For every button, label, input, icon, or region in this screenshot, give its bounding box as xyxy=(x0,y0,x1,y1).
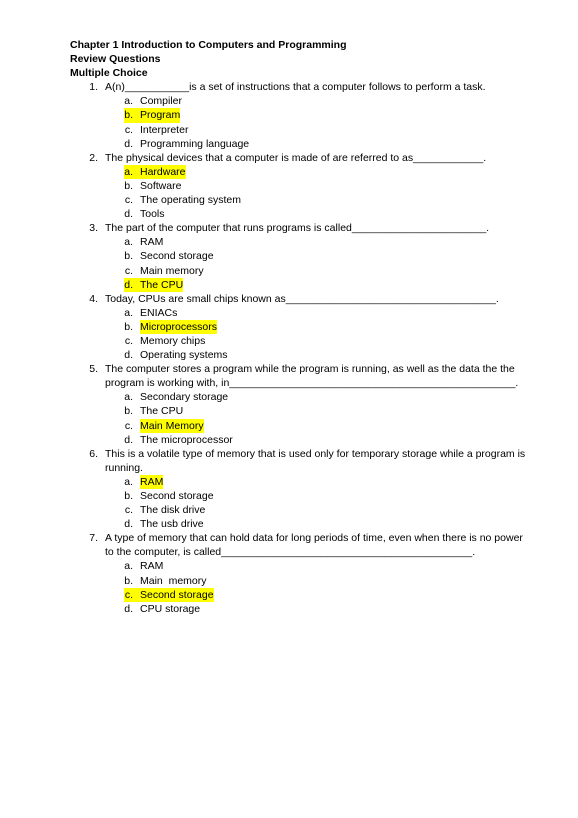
option-letter: c. xyxy=(124,194,133,207)
answer-option-correct xyxy=(70,108,530,122)
option-text: Programming language xyxy=(140,137,250,150)
option-text: Compiler xyxy=(140,95,183,108)
option-text: Second storage xyxy=(140,250,214,263)
option-letter: d. xyxy=(124,602,133,615)
option-letter: d. xyxy=(124,349,133,362)
option-letter: c. xyxy=(124,264,133,277)
option-letter: a. xyxy=(124,560,133,573)
question xyxy=(70,531,530,559)
option-letter: a. xyxy=(124,306,133,319)
section-heading: Review Questions xyxy=(70,53,161,66)
option-letter: b. xyxy=(124,179,133,192)
option-letter: b. xyxy=(124,405,133,418)
question-number: 3. xyxy=(89,222,98,235)
option-text: Main memory xyxy=(140,264,204,277)
option-letter: a. xyxy=(124,475,133,488)
answer-option xyxy=(70,517,530,531)
option-letter: d. xyxy=(124,278,133,291)
answer-option xyxy=(70,306,530,320)
question-number: 2. xyxy=(89,151,98,164)
option-text: The CPU xyxy=(140,405,184,418)
question xyxy=(70,151,530,165)
question-text: The physical devices that a computer is made of are referred to as____________. xyxy=(105,151,487,164)
answer-option xyxy=(70,503,530,517)
option-letter: a. xyxy=(124,236,133,249)
option-text-highlighted: RAM xyxy=(140,475,164,488)
option-letter: a. xyxy=(124,165,133,178)
option-text-highlighted: Main Memory xyxy=(140,419,204,432)
option-text: ENIACs xyxy=(140,306,178,319)
option-letter: b. xyxy=(124,109,133,122)
question-number: 4. xyxy=(89,292,98,305)
option-text: The microprocessor xyxy=(140,433,233,446)
option-text: Memory chips xyxy=(140,334,206,347)
option-text: RAM xyxy=(140,560,164,573)
question xyxy=(70,447,530,475)
option-text: The usb drive xyxy=(140,518,204,531)
answer-option xyxy=(70,334,530,348)
answer-option xyxy=(70,94,530,108)
question-number: 5. xyxy=(89,363,98,376)
answer-option xyxy=(70,574,530,588)
answer-option-correct xyxy=(70,588,530,602)
option-text: Second storage xyxy=(140,490,214,502)
option-letter: a. xyxy=(124,95,133,108)
subsection-heading: Multiple Choice xyxy=(70,67,148,80)
question xyxy=(70,292,530,306)
option-text-highlighted: Hardware xyxy=(133,165,186,179)
answer-option xyxy=(70,404,530,418)
answer-option xyxy=(70,489,530,503)
answer-option xyxy=(70,559,530,573)
question-text: The part of the computer that runs programs is called_______________________. xyxy=(105,222,490,235)
option-text: Tools xyxy=(140,208,165,221)
option-letter: d. xyxy=(124,137,133,150)
question-number: 6. xyxy=(89,447,98,460)
option-letter: c. xyxy=(124,123,133,136)
answer-option xyxy=(70,137,530,151)
option-letter: d. xyxy=(124,208,133,221)
answer-option xyxy=(70,602,530,616)
question-text: A type of memory that can hold data for long periods of time, even when there is no power to the computer, is called___________________________________________. xyxy=(105,532,523,559)
option-text: CPU storage xyxy=(140,602,201,615)
option-letter: d. xyxy=(124,433,133,446)
question-text: A(n)___________is a set of instructions that a computer follows to perform a task. xyxy=(105,81,486,94)
question-number: 1. xyxy=(89,81,98,94)
option-letter: c. xyxy=(124,334,133,347)
option-letter: a. xyxy=(124,391,133,404)
answer-option xyxy=(70,390,530,404)
option-letter: b. xyxy=(124,320,133,333)
answer-option xyxy=(70,348,530,362)
answer-option-correct xyxy=(70,475,530,489)
option-letter: b. xyxy=(124,490,133,502)
question-number: 7. xyxy=(89,532,98,545)
option-text-highlighted: Second storage xyxy=(133,588,214,602)
option-letter: b. xyxy=(124,574,133,587)
question xyxy=(70,80,530,94)
answer-option-correct xyxy=(70,320,530,334)
question xyxy=(70,362,530,390)
option-letter: c. xyxy=(124,419,133,432)
answer-option xyxy=(70,249,530,263)
option-text: Software xyxy=(140,179,182,192)
chapter-title: Chapter 1 Introduction to Computers and Programming xyxy=(70,39,347,51)
answer-option xyxy=(70,235,530,249)
option-letter: c. xyxy=(124,504,133,517)
option-letter: c. xyxy=(124,588,133,601)
option-text: The disk drive xyxy=(140,504,206,517)
question-text: The computer stores a program while the program is running, as well as the data the the program is working with, in_________________________________________________. xyxy=(105,363,519,390)
question-text: Today, CPUs are small chips known as____________________________________. xyxy=(105,292,499,305)
option-text-highlighted: Microprocessors xyxy=(140,320,218,333)
answer-option-correct xyxy=(70,165,530,179)
answer-option xyxy=(70,193,530,207)
option-text: Interpreter xyxy=(140,123,189,136)
answer-option xyxy=(70,264,530,278)
question xyxy=(70,221,530,235)
option-letter: d. xyxy=(124,518,133,531)
option-text: Main memory xyxy=(140,574,207,587)
answer-option xyxy=(70,207,530,221)
option-letter: b. xyxy=(124,250,133,263)
option-text: RAM xyxy=(140,236,164,249)
option-text-highlighted: The CPU xyxy=(133,278,183,292)
answer-option-correct xyxy=(70,419,530,433)
option-text-highlighted: Program xyxy=(133,108,180,122)
option-text: The operating system xyxy=(140,194,241,207)
question-text: This is a volatile type of memory that is used only for temporary storage while a program is running. xyxy=(105,447,526,474)
answer-option-correct xyxy=(70,278,530,292)
option-text: Secondary storage xyxy=(140,391,229,404)
answer-option xyxy=(70,433,530,447)
option-text: Operating systems xyxy=(140,349,228,362)
document-content xyxy=(70,38,530,616)
answer-option xyxy=(70,179,530,193)
answer-option xyxy=(70,123,530,137)
